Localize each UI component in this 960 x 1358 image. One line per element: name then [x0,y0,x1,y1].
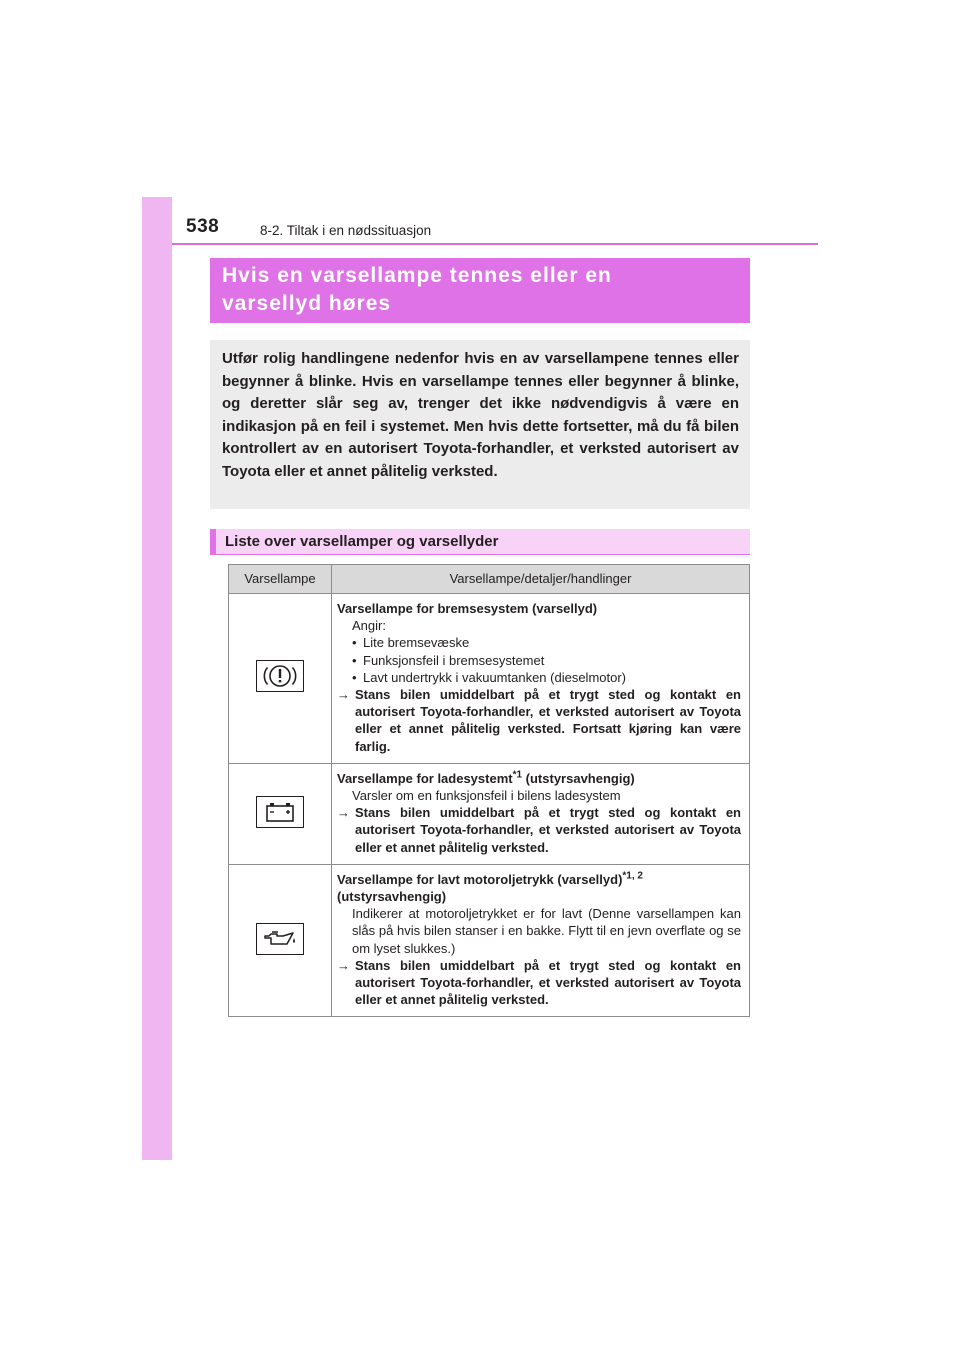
lamp-description: Indikerer at motoroljetrykket er for lavt (Denne varsellampen kan slås på hvis bilen stanser i en bakke. Flytt til en jevn overflate og se om lyset slukkes.) [352,906,741,956]
battery-icon [256,796,304,828]
page-title-line-1: Hvis en varsellampe tennes eller en [222,264,612,287]
oil-can-icon [256,923,304,955]
action-text: → Stans bilen umiddelbart på et trygt sted og kontakt en autorisert Toyota-forhandler, et verksted autorisert av Toyota eller et annet pålitelig verksted. Fortsatt kjøring kan være farlig. [337,687,741,754]
table-row [229,594,750,764]
details-cell [332,763,750,864]
subheading: Liste over varsellamper og varsellyder [210,529,750,555]
lamp-title: Varsellampe for ladesystemt$^{*1}$ (utstyrsavhengig) [337,769,635,786]
arrow-right-icon: → [337,687,350,703]
action-text: → Stans bilen umiddelbart på et trygt sted og kontakt en autorisert Toyota-forhandler, et verksted autorisert av Toyota eller et annet pålitelig verksted. [337,805,741,855]
page-number: 538 [186,216,220,237]
lamp-title: Varsellampe for lavt motoroljetrykk (varsellyd)$^{*1, 2}$ [337,870,643,887]
lamp-description: Varsler om en funksjonsfeil i bilens ladesystem [352,788,621,804]
lamp-title: Varsellampe for bremsesystem (varsellyd) [337,601,598,616]
lamp-intro: Angir: [352,618,386,634]
list-item: • Funksjonsfeil i bremsesystemet [352,652,545,668]
details-cell [332,594,750,764]
icon-cell [229,594,332,764]
page-title [210,258,750,323]
icon-cell [229,763,332,864]
list-item: • Lavt undertrykk i vakuumtanken (dieselmotor) [352,669,627,685]
header-divider [172,243,818,245]
page-side-tab [142,197,172,1160]
action-text: → Stans bilen umiddelbart på et trygt sted og kontakt en autorisert Toyota-forhandler, et verksted autorisert av Toyota eller et annet pålitelig verksted. [337,957,741,1008]
list-item: • Lite bremsevæske [352,635,470,651]
arrow-right-icon: → [337,957,350,973]
lamp-title-suffix: (utstyrsavhengig) [337,889,447,905]
brake-warning-icon [256,660,304,692]
column-header-lamp: Varsellampe [229,565,332,594]
table-row [229,763,750,864]
table-row [229,864,750,1017]
section-title: 8-2. Tiltak i en nødssituasjon [260,223,432,238]
warning-lamp-table [228,564,750,1017]
details-cell [332,864,750,1017]
table-header-row [229,565,750,594]
arrow-right-icon: → [337,805,350,821]
intro-paragraph: Utfør rolig handlingene nedenfor hvis en av varsellampene tennes eller begynner å blinke. Hvis en varsellampe tennes eller begynner å blinke, og deretter slår seg av, trenger det ikke nødvendigvis å være en indikasjon på en feil i systemet. Men hvis dette fortsetter, må du få bilen kontrollert av en autorisert Toyota-forhandler, et verksted autorisert av Toyota eller et annet pålitelig verksted. [210,340,750,509]
column-header-details: Varsellampe/detaljer/handlinger [332,565,750,594]
icon-cell [229,864,332,1017]
page-title-line-2: varsellyd høres [222,292,392,315]
